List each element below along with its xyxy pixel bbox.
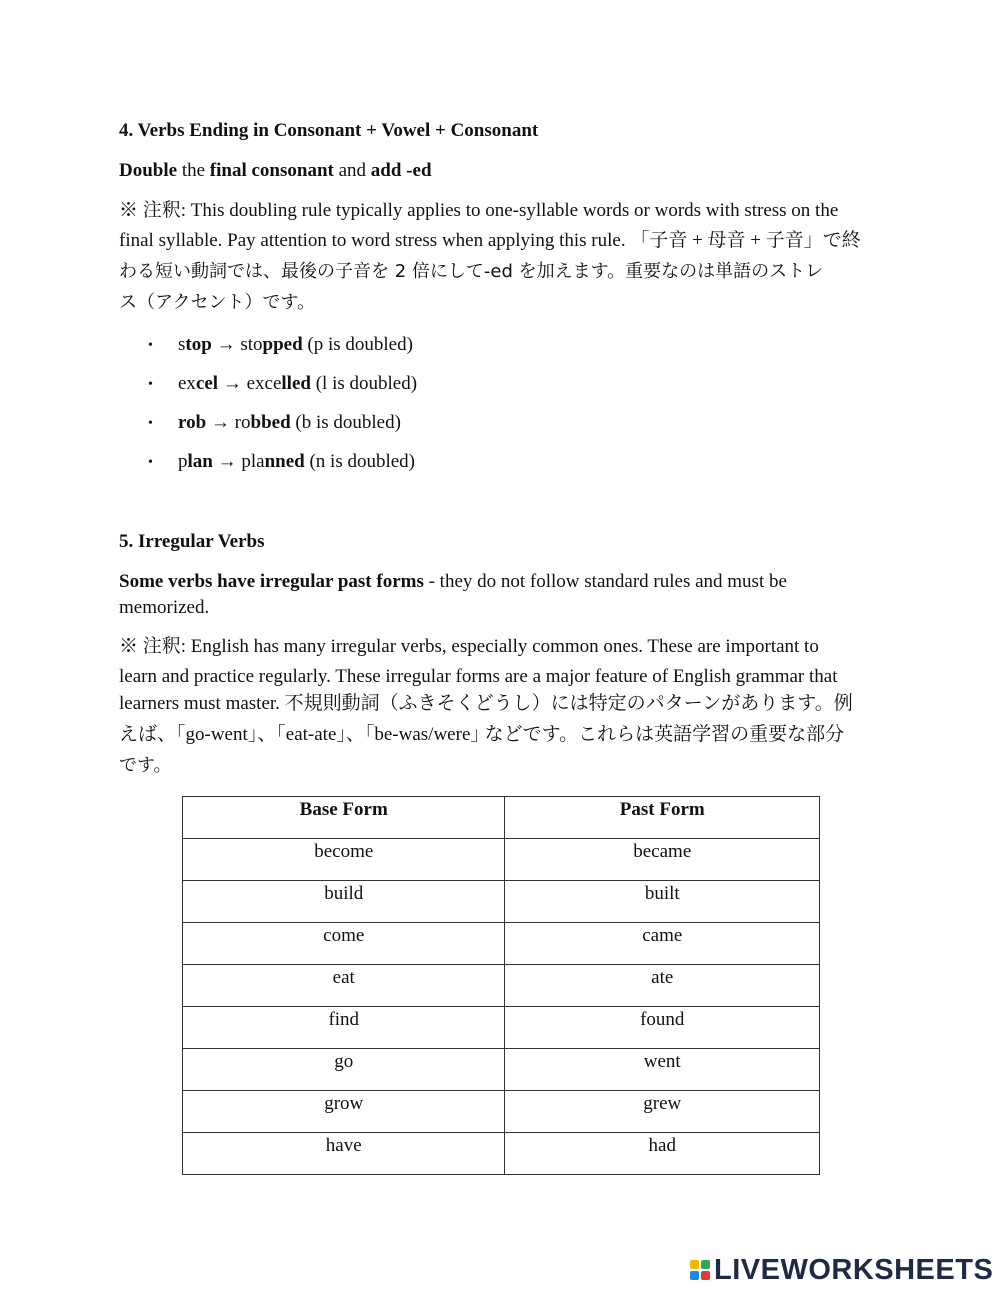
table-row xyxy=(183,1091,820,1133)
note-5-line-2: learn and practice regularly. These irregular forms are a major feature of English grammar that xyxy=(119,666,838,687)
liveworksheets-logo[interactable] xyxy=(690,1254,993,1286)
logo-square xyxy=(701,1260,710,1269)
list-item: stop → stopped (p is doubled) xyxy=(178,334,413,355)
note-4-line-2: final syllable. Pay attention to word stress when applying this rule. 「子音 + 母音 + 子音」で終 xyxy=(119,230,861,251)
list-item: plan → planned (n is doubled) xyxy=(178,451,416,472)
past-form-cell: built xyxy=(505,881,820,923)
logo-square xyxy=(701,1271,710,1280)
table-row xyxy=(183,1049,820,1091)
past-form-cell: went xyxy=(505,1049,820,1091)
note-4-line-4: ス（アクセント）です。 xyxy=(119,292,316,313)
intro-rest: - they do not follow standard rules and must be xyxy=(423,571,787,592)
irregular-verbs-table xyxy=(182,796,820,1175)
rule-word-and: and xyxy=(333,160,371,181)
list-item: excel → excelled (l is doubled) xyxy=(178,373,418,394)
header-base-form: Base Form xyxy=(183,797,505,839)
note-5-line-3: learners must master. 不規則動詞（ふきそくどうし）には特定のパターンがあります。例 xyxy=(119,693,853,714)
base-form-cell: have xyxy=(183,1133,505,1175)
base-form-cell: come xyxy=(183,923,505,965)
note-4-line-1: ※ 注釈: This doubling rule typically applies to one-syllable words or words with stress on the xyxy=(119,200,839,221)
base-form-cell: go xyxy=(183,1049,505,1091)
table-row xyxy=(183,1007,820,1049)
section-5-intro-line-2: memorized. xyxy=(119,597,210,618)
section-5-title: 5. Irregular Verbs xyxy=(119,531,265,552)
table-row xyxy=(183,1133,820,1175)
past-form-cell: found xyxy=(505,1007,820,1049)
past-form-cell: became xyxy=(505,839,820,881)
past-form-cell: came xyxy=(505,923,820,965)
past-form-cell: had xyxy=(505,1133,820,1175)
base-form-cell: find xyxy=(183,1007,505,1049)
note-4-line-3: わる短い動詞では、最後の子音を 2 倍にして-ed を加えます。重要なのは単語のストレ xyxy=(119,261,824,282)
base-form-cell: build xyxy=(183,881,505,923)
table-header-row xyxy=(183,797,820,839)
table-row xyxy=(183,881,820,923)
rule-word-final-consonant: final consonant xyxy=(209,160,334,181)
rule-word-double: Double xyxy=(119,160,178,181)
logo-text: LIVEWORKSHEETS xyxy=(714,1253,994,1286)
bullet-icon: • xyxy=(148,338,153,353)
logo-square xyxy=(690,1260,699,1269)
rule-word-add-ed: add -ed xyxy=(370,160,432,181)
table-row xyxy=(183,839,820,881)
bullet-icon: • xyxy=(148,455,153,470)
section-5-intro xyxy=(119,569,787,595)
section-4-rule xyxy=(119,158,432,184)
table-row xyxy=(183,923,820,965)
rule-word-the: the xyxy=(177,160,210,181)
intro-bold: Some verbs have irregular past forms xyxy=(119,571,424,592)
past-form-cell: ate xyxy=(505,965,820,1007)
past-form-cell: grew xyxy=(505,1091,820,1133)
section-4-title: 4. Verbs Ending in Consonant + Vowel + Consonant xyxy=(119,120,539,141)
base-form-cell: eat xyxy=(183,965,505,1007)
note-5-line-5: です。 xyxy=(119,755,172,776)
bullet-icon: • xyxy=(148,416,153,431)
logo-square xyxy=(690,1271,699,1280)
table-row xyxy=(183,965,820,1007)
base-form-cell: become xyxy=(183,839,505,881)
note-5-line-1: ※ 注釈: English has many irregular verbs, especially common ones. These are important to xyxy=(119,636,819,657)
header-past-form: Past Form xyxy=(505,797,820,839)
base-form-cell: grow xyxy=(183,1091,505,1133)
liveworksheets-logo-icon xyxy=(690,1260,710,1280)
note-5-line-4: えば、｢go-went｣、｢eat-ate｣、｢be-was/were｣ などです。これらは英語学習の重要な部分 xyxy=(119,724,845,745)
bullet-icon: • xyxy=(148,377,153,392)
list-item: rob → robbed (b is doubled) xyxy=(178,412,401,433)
